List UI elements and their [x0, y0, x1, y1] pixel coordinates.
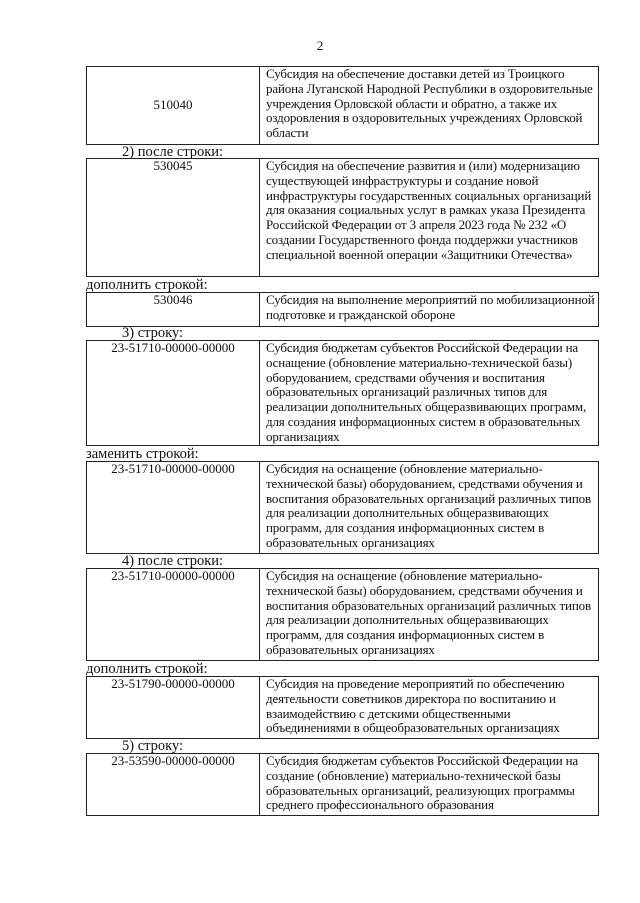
- table-row: [86, 753, 599, 816]
- instruction-label: дополнить строкой:: [86, 277, 208, 293]
- budget-code: 23-51790-00000-00000: [87, 677, 260, 739]
- subsidy-description: Субсидия на обеспечение развития и (или) модернизацию существующей инфраструктуры и создание новой инфраструктуры государственных социальных организаций для оказания социальных услуг в рамках указа Президента Российской Федерации от 3 апреля 2023 года № 232 «О создании Государственного фонда поддержки участников специальной военной операции «Защитники Отечества»: [260, 159, 599, 277]
- subsidy-description: Субсидия на обеспечение доставки детей из Троицкого района Луганской Народной Республики в оздоровительные учреждения Орловской области и обратно, а также их оздоровления в оздоровительных учреждениях Орловской области: [260, 67, 599, 145]
- table-row: [86, 292, 599, 327]
- table-row: [86, 461, 599, 554]
- subsidy-description: Субсидия на оснащение (обновление материально-технической базы) оборудованием, средствами обучения и воспитания образовательных организаций различных типов для реализации дополнительных общеразвивающих программ, для создания информационных систем в образовательных организациях: [260, 569, 599, 661]
- budget-code: 530046: [87, 293, 260, 327]
- subsidy-description: Субсидия на выполнение мероприятий по мобилизационной подготовке и гражданской обороне: [260, 293, 599, 327]
- budget-code: 23-53590-00000-00000: [87, 754, 260, 816]
- budget-code: 23-51710-00000-00000: [87, 341, 260, 446]
- table-row: [86, 676, 599, 739]
- table-row: [86, 158, 599, 277]
- budget-code: 510040: [87, 67, 260, 145]
- instruction-label: 3) строку:: [122, 325, 184, 341]
- budget-code: 530045: [87, 159, 260, 277]
- subsidy-description: Субсидия бюджетам субъектов Российской Федерации на создание (обновление) материально-технической базы образовательных организаций, реализующих программы среднего профессионального образования: [260, 754, 599, 816]
- instruction-label: 5) строку:: [122, 738, 184, 754]
- subsidy-description: Субсидия на проведение мероприятий по обеспечению деятельности советников директора по воспитанию и взаимодействию с детскими общественными объединениями в общеобразовательных организациях: [260, 677, 599, 739]
- page-number: 2: [316, 38, 324, 53]
- table-row: [86, 66, 599, 145]
- instruction-label: дополнить строкой:: [86, 661, 208, 677]
- table-row: [86, 568, 599, 661]
- instruction-label: 2) после строки:: [122, 144, 224, 160]
- subsidy-description: Субсидия на оснащение (обновление материально-технической базы) оборудованием, средствами обучения и воспитания образовательных организаций различных типов для реализации дополнительных общеразвивающих программ, для создания информационных систем в образовательных организациях: [260, 462, 599, 554]
- instruction-label: 4) после строки:: [122, 553, 224, 569]
- instruction-label: заменить строкой:: [86, 446, 199, 462]
- table-row: [86, 340, 599, 446]
- subsidy-description: Субсидия бюджетам субъектов Российской Федерации на оснащение (обновление материально-технической базы) оборудованием, средствами обучения и воспитания образовательных организаций различных типов для реализации дополнительных общеразвивающих программ, для создания информационных систем в образовательных организациях: [260, 341, 599, 446]
- budget-code: 23-51710-00000-00000: [87, 569, 260, 661]
- budget-code: 23-51710-00000-00000: [87, 462, 260, 554]
